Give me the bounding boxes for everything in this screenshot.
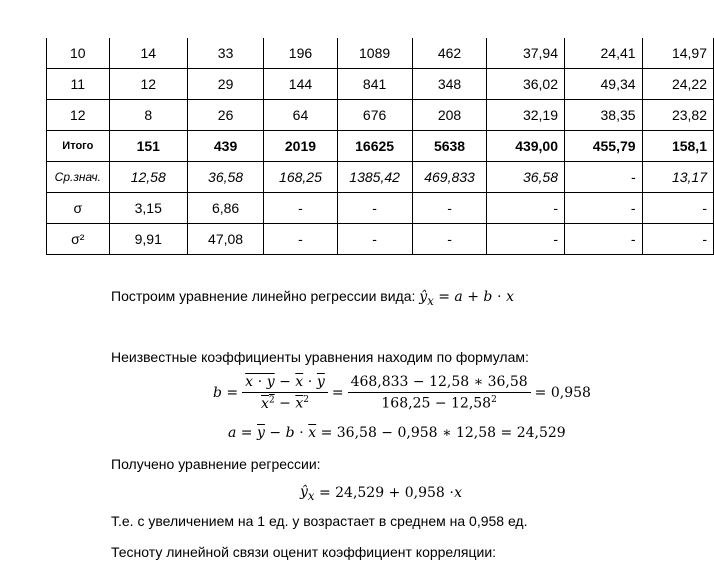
table-cell: - — [642, 193, 713, 224]
row-label-cell: σ² — [47, 224, 110, 255]
row-label-cell: 12 — [47, 100, 110, 131]
table-cell: 1385,42 — [337, 162, 412, 193]
table-row — [47, 100, 714, 131]
table-cell: 14 — [109, 38, 187, 69]
table-row — [47, 38, 714, 69]
table-cell: 64 — [264, 100, 337, 131]
table-cell: 26 — [187, 100, 263, 131]
table-cell: 36,58 — [487, 162, 565, 193]
table-cell: - — [264, 224, 337, 255]
row-label-cell: Итого — [47, 131, 110, 162]
row-label-cell: 10 — [47, 38, 110, 69]
b-result: = 0,958 — [534, 384, 591, 401]
b-numerator: 468,833 − 12,58 ∗ 36,58 — [348, 374, 531, 393]
table-cell: - — [264, 193, 337, 224]
table-cell: 23,82 — [642, 100, 713, 131]
table-cell: 16625 — [337, 131, 412, 162]
table-cell: 14,97 — [642, 38, 713, 69]
table-cell: 29 — [187, 69, 263, 100]
b-denominator: 168,25 − 12,58 — [381, 395, 492, 412]
table-cell: 676 — [337, 100, 412, 131]
a-result: = 36,58 − 0,958 ∗ 12,58 = 24,529 — [320, 425, 566, 441]
regression-equation: $ŷ_x$ = 24,529 + 0,958 ⋅ x — [300, 484, 462, 503]
table-cell: 168,25 — [264, 162, 337, 193]
table-cell: 8 — [109, 100, 187, 131]
table-cell: 32,19 — [487, 100, 565, 131]
a-formula: a = $\overline{y}$ − b ⋅ $\overline{x}$ = 36,58 − 0,958 ∗ 12,58 = 24,529 — [228, 425, 566, 441]
table-row — [47, 69, 714, 100]
table-cell: - — [565, 162, 643, 193]
table-cell: 9,91 — [109, 224, 187, 255]
table-cell: 24,41 — [565, 38, 643, 69]
table-cell: - — [412, 224, 487, 255]
table-cell: 36,58 — [187, 162, 263, 193]
table-cell: 24,22 — [642, 69, 713, 100]
table-cell: 196 — [264, 38, 337, 69]
row-label-cell: Ср.знач. — [47, 162, 110, 193]
regression-equation-rhs: = 24,529 + 0,958 ⋅ — [318, 485, 455, 502]
table-cell: 439 — [187, 131, 263, 162]
table-cell: - — [412, 193, 487, 224]
regression-table — [46, 38, 714, 255]
table-row — [47, 224, 714, 255]
table-cell: - — [565, 224, 643, 255]
table-cell: 12 — [109, 69, 187, 100]
table-cell: 841 — [337, 69, 412, 100]
table-cell: 455,79 — [565, 131, 643, 162]
table-cell: - — [487, 193, 565, 224]
table-cell: - — [337, 193, 412, 224]
table-cell: - — [565, 193, 643, 224]
table-row — [47, 131, 714, 162]
table-cell: 47,08 — [187, 224, 263, 255]
table-cell: 462 — [412, 38, 487, 69]
interpretation-text: Т.е. с увеличением на 1 ед. y возрастает в среднем на 0,958 ед. — [111, 513, 528, 529]
table-row — [47, 162, 714, 193]
b-formula: b = $\frac{x \cdot y - \overline{x} \cdot \overline{y}}{x^2 - \overline{x}^2}$ = $\frac{468,833 - 12,58 ∗ 36,58}{168,25 - 12,58^2}$ = 0,958 — [213, 374, 591, 412]
table-cell: 144 — [264, 69, 337, 100]
table-cell: 1089 — [337, 38, 412, 69]
table-cell: 36,02 — [487, 69, 565, 100]
correlation-intro: Тесноту линейной связи оценит коэффициент корреляции: — [111, 544, 497, 560]
table-cell: 439,00 — [487, 131, 565, 162]
table-cell: 158,1 — [642, 131, 713, 162]
table-cell: 469,833 — [412, 162, 487, 193]
table-cell: 49,34 — [565, 69, 643, 100]
coefficients-intro: Неизвестные коэффициенты уравнения находим по формулам: — [111, 349, 529, 365]
table-cell: 348 — [412, 69, 487, 100]
table-row — [47, 193, 714, 224]
regression-form-math: $ŷ_x = a + b \cdot x$ — [419, 289, 514, 308]
table-cell: 37,94 — [487, 38, 565, 69]
table-cell: 12,58 — [109, 162, 187, 193]
row-label-cell: σ — [47, 193, 110, 224]
regression-form-paragraph — [111, 288, 514, 308]
table-cell: - — [487, 224, 565, 255]
table-cell: 2019 — [264, 131, 337, 162]
table-cell: 151 — [109, 131, 187, 162]
row-label-cell: 11 — [47, 69, 110, 100]
table-cell: - — [337, 224, 412, 255]
table-cell: 6,86 — [187, 193, 263, 224]
table-cell: 3,15 — [109, 193, 187, 224]
table-cell: 5638 — [412, 131, 487, 162]
table-cell: 208 — [412, 100, 487, 131]
table-cell: 33 — [187, 38, 263, 69]
table-cell: 38,35 — [565, 100, 643, 131]
regression-result-intro: Получено уравнение регрессии: — [111, 456, 321, 472]
regression-form-text: Построим уравнение линейно регрессии вида: — [111, 288, 420, 304]
table-cell: 13,17 — [642, 162, 713, 193]
table-cell: - — [642, 224, 713, 255]
